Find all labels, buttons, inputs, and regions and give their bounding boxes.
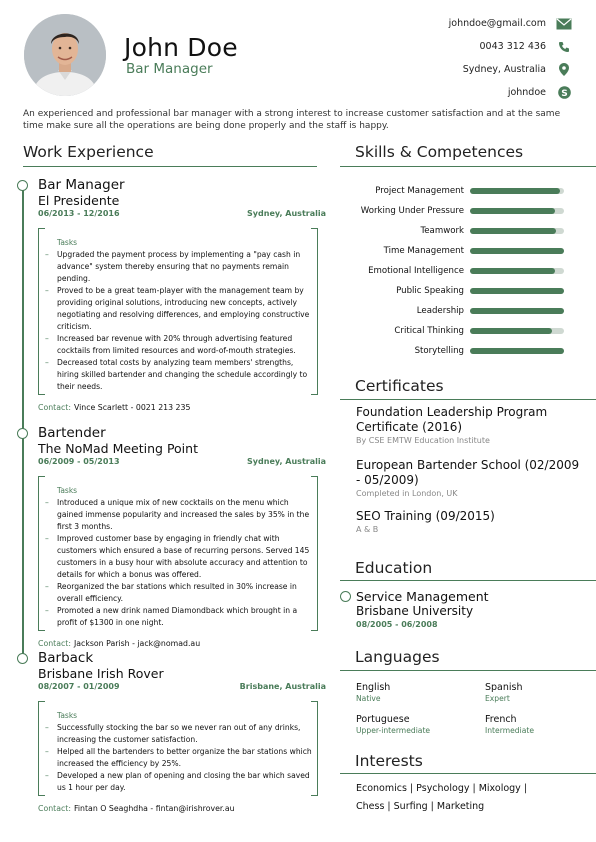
- job-meta: [38, 682, 326, 691]
- language-level: Expert: [485, 694, 510, 703]
- section-divider: [23, 166, 317, 167]
- job-dates: 06/2009 - 05/2013: [38, 457, 120, 466]
- skill-level-bar: [470, 188, 564, 194]
- language-level: Intermediate: [485, 726, 534, 735]
- job-location: Brisbane, Australia: [239, 682, 326, 691]
- person-name: John Doe: [124, 33, 238, 62]
- person-photo-icon: [24, 14, 106, 96]
- section-title-certificates: Certificates: [355, 377, 444, 395]
- task-item: – Increased bar revenue with 20% through advertising featured cocktails from limited resources and word-of-mouth strategies.: [45, 333, 313, 357]
- task-item: – Proved to be a great team-player with the management team by providing original solutions, introducing new concepts, actively negotiating and resolving differences, and employing constructive criticism.: [45, 285, 313, 333]
- section-title-work: Work Experience: [23, 143, 154, 161]
- tasks-label: Tasks: [57, 238, 78, 247]
- skill-level-fill: [470, 308, 564, 314]
- contact-location-text: Sydney, Australia: [462, 64, 546, 75]
- skill-row: [340, 201, 580, 221]
- tasks-box: [38, 476, 318, 631]
- skill-level-bar: [470, 328, 564, 334]
- contact-list: [332, 12, 572, 104]
- contact-email-text: johndoe@gmail.com: [448, 18, 546, 29]
- task-item: – Introduced a unique mix of new cocktails on the menu which gained immense popularity and increased the sales by 35% in the first 3 months.: [45, 497, 313, 533]
- section-divider: [340, 166, 596, 167]
- svg-text:S: S: [560, 88, 568, 99]
- skill-row: [340, 301, 580, 321]
- job-company: Brisbane Irish Rover: [38, 666, 164, 681]
- skill-name: Working Under Pressure: [360, 206, 464, 216]
- skill-level-fill: [470, 288, 564, 294]
- profile-photo: [24, 14, 106, 96]
- tasks-box: [38, 228, 318, 395]
- skill-level-bar: [470, 228, 564, 234]
- language-level: Upper-intermediate: [356, 726, 431, 735]
- skills-list: [340, 181, 580, 361]
- skype-icon: [556, 86, 572, 100]
- skill-row: [340, 321, 580, 341]
- language-name: Spanish: [485, 682, 523, 693]
- certificate-item: [356, 509, 586, 534]
- section-divider: [340, 399, 596, 400]
- skill-level-fill: [470, 268, 555, 274]
- skill-level-bar: [470, 288, 564, 294]
- section-divider: [340, 580, 596, 581]
- skill-row: [340, 181, 580, 201]
- section-divider: [340, 670, 596, 671]
- task-item: – Upgraded the payment process by implementing a "pay cash in advance" system thereby ensuring that no payments remain pending.: [45, 249, 313, 285]
- timeline-dot: [17, 180, 28, 191]
- tasks-box: [38, 701, 318, 796]
- education-dates: 08/2005 - 06/2008: [356, 620, 438, 629]
- job-contact: [38, 403, 326, 412]
- job-contact-value: Jackson Parish - jack@nomad.au: [73, 639, 201, 648]
- contact-phone[interactable]: [332, 35, 572, 58]
- job-location: Sydney, Australia: [247, 209, 326, 218]
- job-meta: [38, 209, 326, 218]
- skill-name: Emotional Intelligence: [368, 266, 464, 276]
- job-role: Bar Manager: [38, 177, 125, 193]
- skill-name: Teamwork: [420, 226, 464, 236]
- skill-row: [340, 261, 580, 281]
- job-company: El Presidente: [38, 193, 120, 208]
- task-item: – Reorganized the bar stations which resulted in 30% increase in overall efficiency.: [45, 581, 313, 605]
- task-item: – Helped all the bartenders to better organize the bar stations which increased the efficiency by 25%.: [45, 746, 313, 770]
- section-title-languages: Languages: [355, 648, 440, 666]
- job-dates: 08/2007 - 01/2009: [38, 682, 120, 691]
- section-title-interests: Interests: [355, 752, 423, 770]
- job-contact-label: Contact:: [38, 804, 71, 813]
- certificate-item: [356, 405, 586, 445]
- job-contact: [38, 639, 326, 648]
- skill-level-bar: [470, 348, 564, 354]
- timeline-dot: [17, 428, 28, 439]
- tasks-label: Tasks: [57, 711, 78, 720]
- job-entry: [38, 651, 326, 813]
- envelope-icon: [556, 17, 572, 31]
- skill-name: Project Management: [375, 186, 464, 196]
- certificate-issuer: Completed in London, UK: [356, 489, 458, 498]
- language-level: Native: [356, 694, 381, 703]
- education-entry: [356, 589, 586, 629]
- skill-level-fill: [470, 208, 555, 214]
- skill-level-fill: [470, 348, 564, 354]
- job-dates: 06/2013 - 12/2016: [38, 209, 120, 218]
- contact-email[interactable]: [332, 12, 572, 35]
- skill-name: Leadership: [416, 306, 464, 316]
- language-item: [356, 682, 476, 704]
- skill-row: [340, 221, 580, 241]
- education-dot: [340, 591, 351, 602]
- job-contact-label: Contact:: [38, 639, 71, 648]
- contact-location: [332, 58, 572, 81]
- language-name: Portuguese: [356, 714, 410, 725]
- job-role: Bartender: [38, 425, 106, 441]
- contact-skype[interactable]: [332, 81, 572, 104]
- certificate-name: European Bartender School (02/2009 - 05/2009): [356, 458, 580, 487]
- job-company: The NoMad Meeting Point: [38, 441, 198, 456]
- certificate-name: Foundation Leadership Program Certificate (2016): [356, 405, 548, 434]
- certificate-issuer: A & B: [356, 525, 379, 534]
- job-entry: [38, 426, 326, 648]
- contact-skype-text: johndoe: [507, 87, 546, 98]
- job-entry: [38, 178, 326, 412]
- job-contact: [38, 804, 326, 813]
- education-school: Brisbane University: [356, 604, 474, 618]
- interests-list: Economics | Psychology | Mixology | Chess | Surfing | Marketing: [356, 783, 528, 812]
- job-meta: [38, 457, 326, 466]
- job-contact-value: Fintan O Seaghdha - fintan@irishrover.au: [73, 804, 235, 813]
- skill-name: Critical Thinking: [394, 326, 464, 336]
- skill-row: [340, 341, 580, 361]
- certificate-item: [356, 458, 586, 498]
- section-title-skills: Skills & Competences: [355, 143, 524, 161]
- task-item: – Developed a new plan of opening and closing the bar which saved us 1 hour per day.: [45, 770, 313, 794]
- skill-name: Public Speaking: [396, 286, 464, 296]
- job-contact-value: Vince Scarlett - 0021 213 235: [73, 403, 191, 412]
- contact-phone-text: 0043 312 436: [479, 41, 546, 52]
- skill-level-bar: [470, 268, 564, 274]
- work-timeline: [22, 186, 24, 660]
- skill-level-fill: [470, 228, 556, 234]
- certificate-name: SEO Training (09/2015): [356, 509, 495, 523]
- phone-icon: [556, 40, 572, 54]
- language-item: [485, 714, 596, 736]
- skill-row: [340, 241, 580, 261]
- skill-level-fill: [470, 328, 552, 334]
- education-degree: Service Management: [356, 589, 489, 604]
- certificate-issuer: By CSE EMTW Education Institute: [356, 436, 490, 445]
- tasks-label: Tasks: [57, 486, 78, 495]
- skill-level-bar: [470, 208, 564, 214]
- language-name: English: [356, 682, 391, 693]
- profile-summary: An experienced and professional bar manager with a strong interest to increase customer satisfaction and at the same time make sure all the operations are being done properly and the staff is happy.: [23, 109, 561, 131]
- location-pin-icon: [556, 63, 572, 77]
- person-title: Bar Manager: [126, 61, 213, 77]
- task-item: – Successfully stocking the bar so we never ran out of any drinks, increasing the customer satisfaction.: [45, 722, 313, 746]
- skill-level-fill: [470, 248, 564, 254]
- job-role: Barback: [38, 650, 94, 666]
- section-divider: [340, 773, 596, 774]
- task-item: – Promoted a new drink named Diamondback which brought in a profit of $1300 in one night.: [45, 605, 313, 629]
- skill-row: [340, 281, 580, 301]
- skill-level-fill: [470, 188, 560, 194]
- task-item: – Decreased total costs by analyzing team members' strengths, hiring skilled bartender and changing the schedule accordingly to their needs.: [45, 357, 313, 393]
- skill-name: Storytelling: [414, 346, 464, 356]
- skill-level-bar: [470, 308, 564, 314]
- language-item: [485, 682, 596, 704]
- timeline-dot: [17, 653, 28, 664]
- skill-level-bar: [470, 248, 564, 254]
- skill-name: Time Management: [383, 246, 464, 256]
- job-location: Sydney, Australia: [247, 457, 326, 466]
- task-item: – Improved customer base by engaging in friendly chat with customers which ensured a base of recurring persons. Served 145 customers in a busy hour with absolute accuracy and attention to details for which a bonus was offered.: [45, 533, 313, 581]
- job-contact-label: Contact:: [38, 403, 71, 412]
- language-name: French: [485, 714, 517, 725]
- language-item: [356, 714, 476, 736]
- section-title-education: Education: [355, 559, 433, 577]
